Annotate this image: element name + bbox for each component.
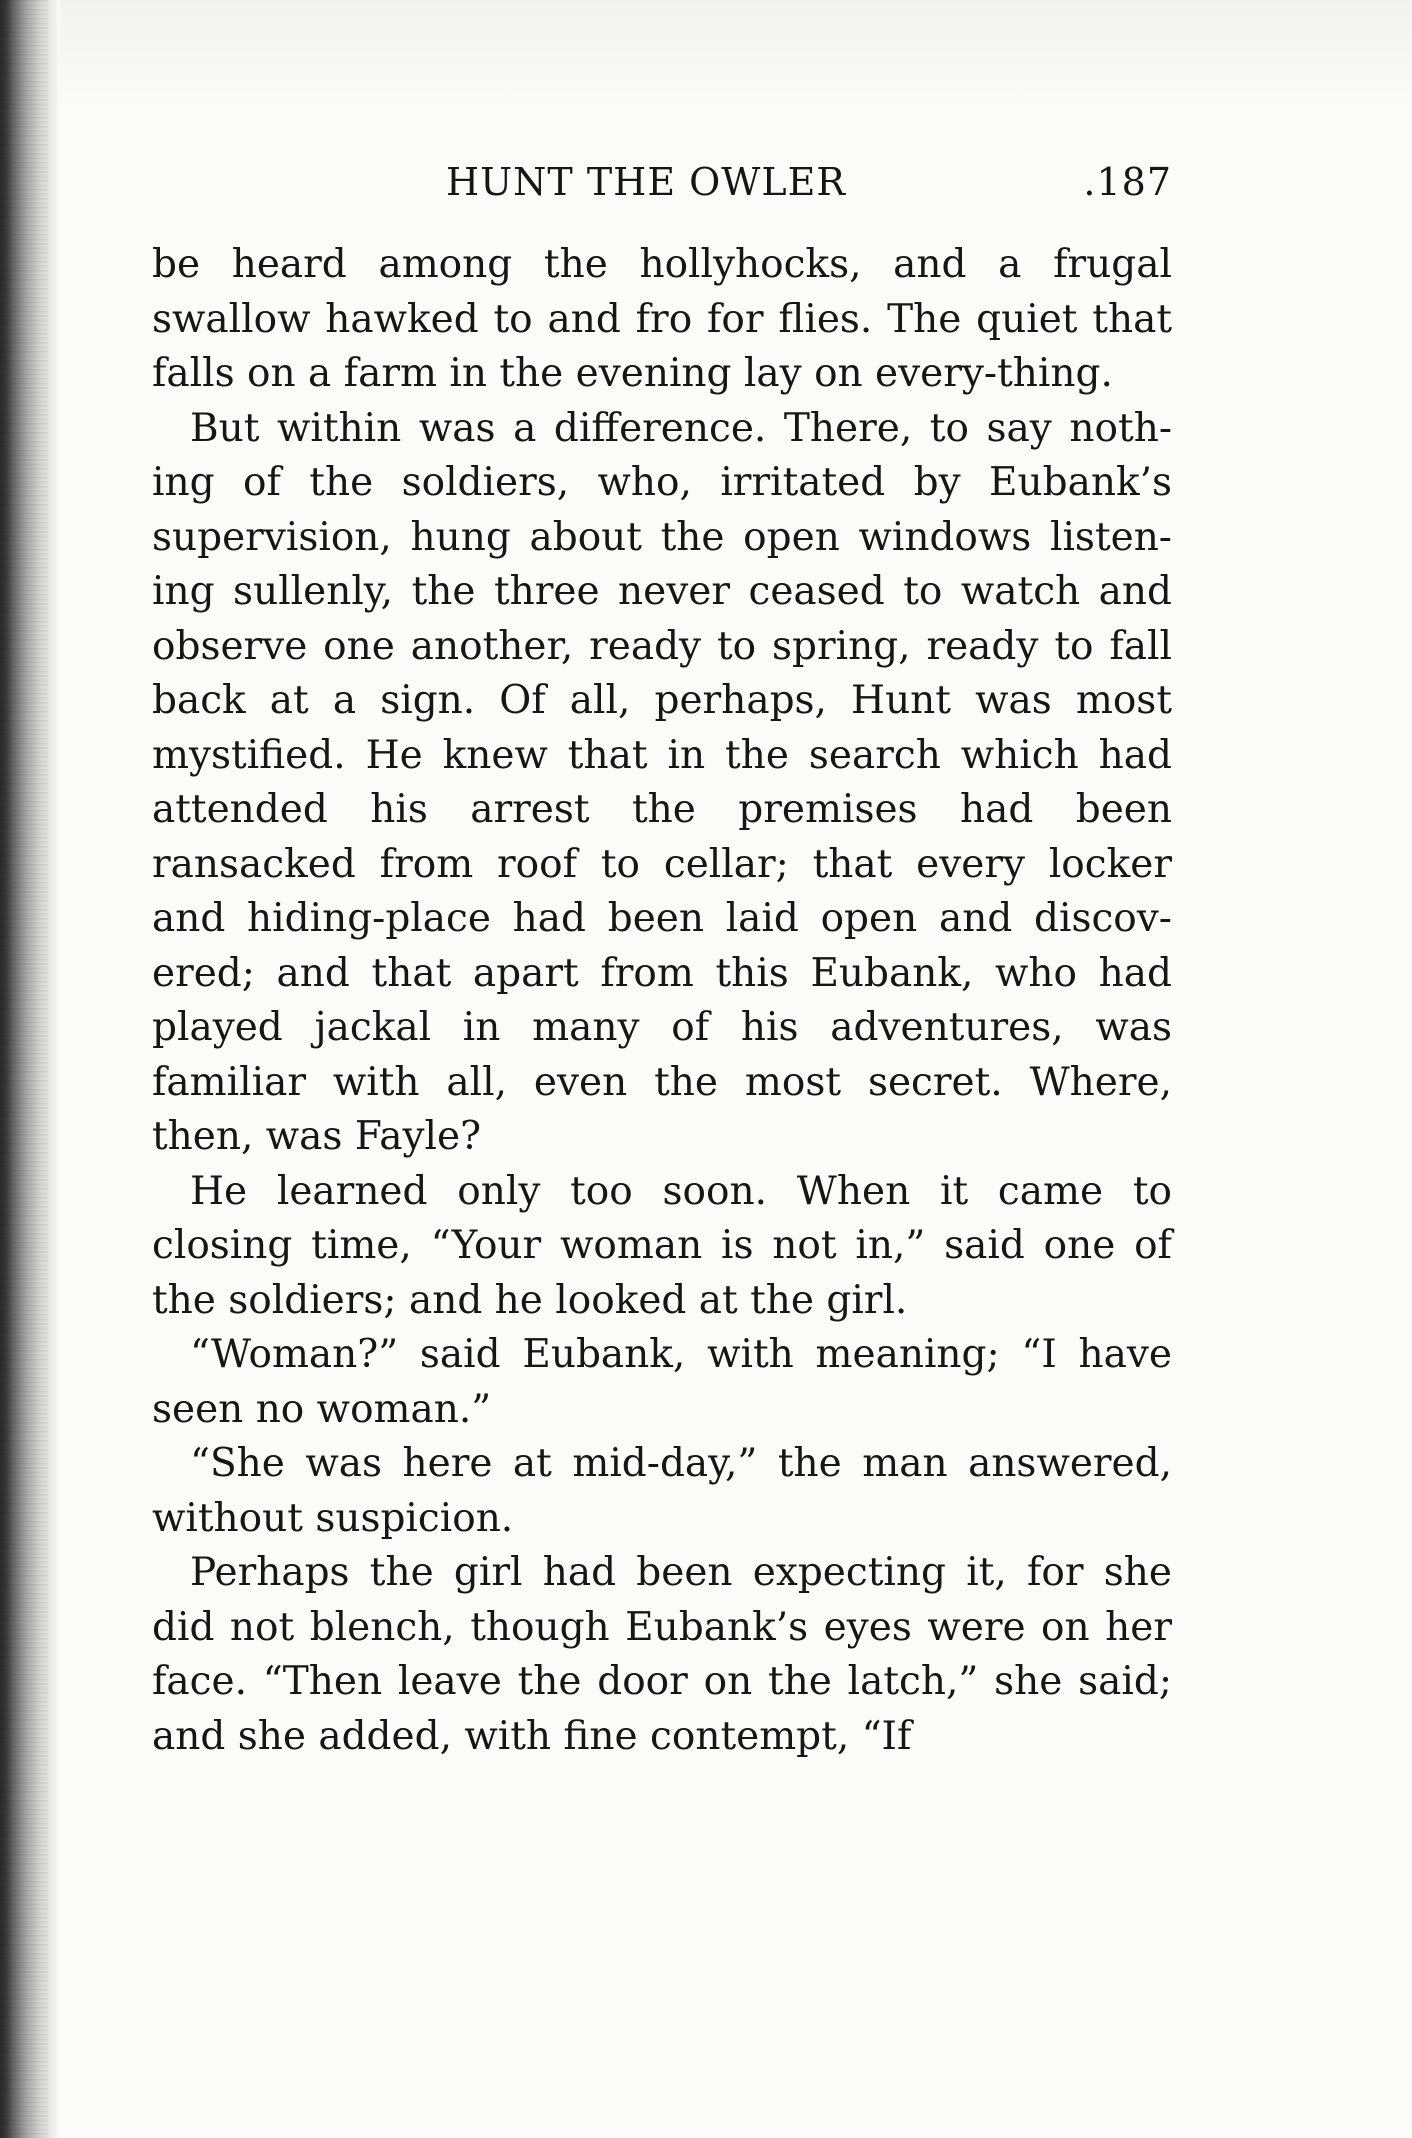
scan-noise: [0, 0, 48, 2138]
paragraph: But within was a difference. There, to say noth-ing of the soldiers, who, irritated by Eubank’s supervision, hung about the open windows listen-ing sullenly, the three never ceased to watch and observe one another, ready to spring, ready to fall back at a sign. Of all, perhaps, Hunt was most mystified. He knew that in the search which had attended his arrest the premises had been ransacked from roof to cellar; that every locker and hiding-place had been laid open and discov-ered; and that apart from this Eubank, who had played jackal in many of his adventures, was familiar with all, even the most secret. Where, then, was Fayle?: [152, 405, 1172, 1159]
paragraph: “She was here at mid-day,” the man answered, without suspicion.: [152, 1441, 1172, 1541]
body-text: [152, 238, 1172, 1764]
paragraph: “Woman?” said Eubank, with meaning; “I have seen no woman.”: [152, 1332, 1172, 1432]
top-scan-shade: [60, 0, 1412, 110]
paragraph: Perhaps the girl had been expecting it, for she did not blench, though Eubank’s eyes were on her face. “Then leave the door on the latch,” she said; and she added, with fine contempt, “If: [152, 1550, 1172, 1759]
paragraph: be heard among the hollyhocks, and a frugal swallow hawked to and fro for flies. The quiet that falls on a farm in the evening lay on every-thing.: [152, 242, 1172, 396]
paragraph: He learned only too soon. When it came to closing time, “Your woman is not in,” said one of the soldiers; and he looked at the girl.: [152, 1168, 1172, 1323]
running-head: HUNT THE OWLER: [446, 160, 846, 204]
page-header: [152, 160, 1172, 220]
page-number: .187: [1083, 160, 1172, 204]
